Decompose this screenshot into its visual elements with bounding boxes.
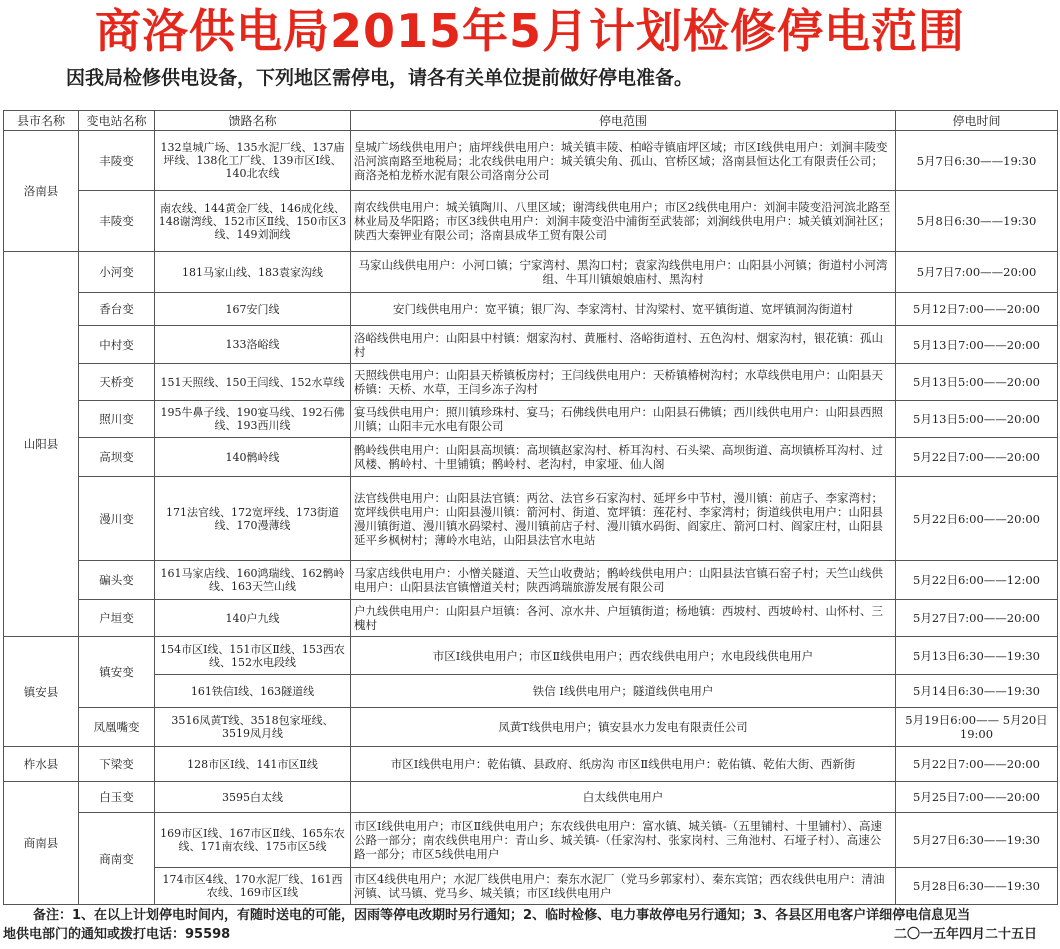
range-cell: 天照线供电用户：山阳县天桥镇板房村；王闫线供电用户：天桥镇椿树沟村；水草线供电用户：山阳县天桥镇：天桥、水草，王闫乡冻子沟村 — [351, 364, 896, 401]
header-county: 县市名称 — [4, 111, 79, 131]
county-cell: 山阳县 — [4, 252, 79, 637]
time-cell: 5月12日7:00——20:00 — [896, 293, 1058, 326]
outage-table — [3, 110, 1058, 905]
substation-cell: 凤凰嘴变 — [79, 708, 155, 747]
range-cell: 凤黄T线供电用户；镇安县水力发电有限责任公司 — [351, 708, 896, 747]
footnote — [3, 906, 1057, 944]
lines-cell: 161铁信Ⅰ线、163隧道线 — [155, 675, 351, 708]
substation-cell: 白玉变 — [79, 782, 155, 813]
time-cell: 5月13日7:00——20:00 — [896, 326, 1058, 364]
range-cell: 安门线供电用户：宽平镇；银厂沟、李家湾村、甘沟梁村、宽平镇街道、宽坪镇洞沟街道村 — [351, 293, 896, 326]
time-cell: 5月27日6:30——19:30 — [896, 813, 1058, 868]
range-cell: 铁信 Ⅰ线供电用户；隧道线供电用户 — [351, 675, 896, 708]
range-cell: 马家店线供电用户：小憎关隧道、天竺山收费站；鹘岭线供电用户：山阳县法官镇石窑子村；天竺山线供电用户：山阳县法官镇憎道关村；陕西鸿瑞旅游发展有限公司 — [351, 561, 896, 600]
time-cell: 5月13日5:00——20:00 — [896, 401, 1058, 438]
table-row — [4, 326, 1058, 364]
lines-cell: 174市区4线、170水泥厂线、161西农线、169市区Ⅰ线 — [155, 868, 351, 905]
table-row — [4, 401, 1058, 438]
footnote-line-2 — [3, 925, 1057, 944]
table-row — [4, 782, 1058, 813]
table-row — [4, 364, 1058, 401]
substation-cell: 丰陵变 — [79, 131, 155, 191]
substation-cell: 中村变 — [79, 326, 155, 364]
table-row — [4, 600, 1058, 637]
time-cell: 5月22日6:00——12:00 — [896, 561, 1058, 600]
range-cell: 市区4线供电用户；水泥厂线供电用户：秦东水泥厂（党马乡郭家村）、秦东宾馆；西农线供电用户：清油河镇、试马镇、党马乡、城关镇；市区Ⅰ线供电用户 — [351, 868, 896, 905]
header-substation: 变电站名称 — [79, 111, 155, 131]
table-row — [4, 438, 1058, 477]
substation-cell: 商南变 — [79, 813, 155, 905]
range-cell: 白太线供电用户 — [351, 782, 896, 813]
substation-cell: 小河变 — [79, 252, 155, 293]
time-cell: 5月8日6:30——19:30 — [896, 191, 1058, 252]
substation-cell: 碥头变 — [79, 561, 155, 600]
county-cell: 镇安县 — [4, 637, 79, 747]
range-cell: 市区Ⅰ线供电用户；市区Ⅱ线供电用户；东农线供电用户：富水镇、城关镇-（五里铺村、十里铺村）、高速公路一部分；南农线供电用户：青山乡、城关镇-（任家沟村、张家岗村、三角池村、石垭子村）、高速公路一部分；市区5线供电用户 — [351, 813, 896, 868]
substation-cell: 香台变 — [79, 293, 155, 326]
table-row — [4, 252, 1058, 293]
lines-cell: 181马家山线、183袁家沟线 — [155, 252, 351, 293]
time-cell: 5月22日7:00——20:00 — [896, 438, 1058, 477]
county-cell: 柞水县 — [4, 747, 79, 782]
lines-cell: 140鹘岭线 — [155, 438, 351, 477]
range-cell: 市区Ⅰ线供电用户；市区Ⅱ线供电用户；西农线供电用户；水电段线供电用户 — [351, 637, 896, 675]
range-cell: 鹘岭线供电用户：山阳县高坝镇：高坝镇赵家沟村、桥耳沟村、石头梁、高坝街道、高坝镇桥耳沟村、过风楼、鹘岭村、十里铺镇；鹘岭村、老沟村，申家垭、仙人阁 — [351, 438, 896, 477]
lines-cell: 151天照线、150王闫线、152水草线 — [155, 364, 351, 401]
lines-cell: 140户九线 — [155, 600, 351, 637]
lines-cell: 3595白太线 — [155, 782, 351, 813]
table-row — [4, 747, 1058, 782]
range-cell: 宴马线供电用户：照川镇珍珠村、宴马；石佛线供电用户：山阳县石佛镇；西川线供电用户：山阳县西照川镇；山阳丰元水电有限公司 — [351, 401, 896, 438]
substation-cell: 照川变 — [79, 401, 155, 438]
lines-cell: 161马家店线、160鸿瑞线、162鹘岭线、163天竺山线 — [155, 561, 351, 600]
range-cell: 南农线供电用户：城关镇陶川、八里区域；谢湾线供电用户；市区2线供电用户：刘涧丰陵变沿河滨北路至林业局及华阳路；市区3线供电用户：刘涧丰陵变沿中浦街至武装部；刘涧线供电用户：城关镇刘涧社区；陕西大秦钾业有限公司；洛南县成华工贸有限公司 — [351, 191, 896, 252]
time-cell: 5月13日6:30——19:30 — [896, 637, 1058, 675]
table-row — [4, 675, 1058, 708]
substation-cell: 天桥变 — [79, 364, 155, 401]
time-cell: 5月22日6:00——20:00 — [896, 477, 1058, 561]
range-cell: 马家山线供电用户：小河口镇；宁家湾村、黑沟口村；袁家沟线供电用户：山阳县小河镇；街道村小河湾组、牛耳川镇娘娘庙村、黑沟村 — [351, 252, 896, 293]
issue-date: 二〇一五年四月二十五日 — [893, 927, 1037, 942]
table-row — [4, 637, 1058, 675]
time-cell: 5月25日7:00——20:00 — [896, 782, 1058, 813]
time-cell: 5月7日6:30——19:30 — [896, 131, 1058, 191]
header-lines: 馈路名称 — [155, 111, 351, 131]
substation-cell: 下梁变 — [79, 747, 155, 782]
range-cell: 户九线供电用户：山阳县户垣镇：各河、凉水井、户垣镇街道；杨地镇：西坡村、西坡岭村、山怀村、三槐村 — [351, 600, 896, 637]
page-title: 商洛供电局2015年5月计划检修停电范围 — [94, 4, 966, 58]
header-time: 停电时间 — [896, 111, 1058, 131]
lines-cell: 133洛峪线 — [155, 326, 351, 364]
lines-cell: 167安门线 — [155, 293, 351, 326]
lines-cell: 3516凤黄T线、3518包家垭线、3519凤月线 — [155, 708, 351, 747]
county-cell: 商南县 — [4, 782, 79, 905]
range-cell: 法官线供电用户：山阳县法官镇：两岔、法官乡石家沟村、延坪乡中节村，漫川镇：前店子、李家湾村；宽坪线供电用户：山阳县漫川镇：箭河村、街道、宽坪镇：莲花村、李家湾村；街道线供电用户：山阳县漫川镇街道、漫川镇水码梁村、漫川镇前店子村、漫川镇水码街、阎家庄、箭河口村、阎家庄村，山阳县延平乡枫树村；薄岭水电站，山阳县法官水电站 — [351, 477, 896, 561]
lines-cell: 171法官线、172宽坪线、173街道线、170漫薄线 — [155, 477, 351, 561]
substation-cell: 漫川变 — [79, 477, 155, 561]
substation-cell: 镇安变 — [79, 637, 155, 708]
lines-cell: 128市区Ⅰ线、141市区Ⅱ线 — [155, 747, 351, 782]
time-cell: 5月19日6:00—— 5月20日19:00 — [896, 708, 1058, 747]
lines-cell: 195牛鼻子线、190宴马线、192石佛线、193西川线 — [155, 401, 351, 438]
table-row — [4, 477, 1058, 561]
table-row — [4, 868, 1058, 905]
table-header-row — [4, 111, 1058, 131]
footnote-line-1: 备注：1、在以上计划停电时间内，有随时送电的可能，因雨等停电改期时另行通知；2、临时检修、电力事故停电另行通知；3、各县区用电客户详细停电信息见当 — [33, 908, 971, 923]
lines-cell: 154市区Ⅰ线、151市区Ⅱ线、153西农线、152水电段线 — [155, 637, 351, 675]
header-range: 停电范围 — [351, 111, 896, 131]
time-cell: 5月14日6:30——19:30 — [896, 675, 1058, 708]
lines-cell: 169市区Ⅰ线、167市区Ⅱ线、165东农线、171南农线、175市区5线 — [155, 813, 351, 868]
time-cell: 5月22日7:00——20:00 — [896, 747, 1058, 782]
page-subtitle: 因我局检修供电设备，下列地区需停电，请各有关单位提前做好停电准备。 — [66, 67, 694, 89]
table-row — [4, 191, 1058, 252]
time-cell: 5月28日6:30——19:30 — [896, 868, 1058, 905]
time-cell: 5月27日7:00——20:00 — [896, 600, 1058, 637]
table-row — [4, 131, 1058, 191]
substation-cell: 丰陵变 — [79, 191, 155, 252]
county-cell: 洛南县 — [4, 131, 79, 252]
lines-cell: 南农线、144黄金厂线、146成化线、148谢湾线、152市区Ⅱ线、150市区3线、149刘涧线 — [155, 191, 351, 252]
range-cell: 洛峪线供电用户：山阳县中村镇：烟家沟村、黄雁村、洛峪街道村、五色沟村、烟家沟村，银花镇：孤山村 — [351, 326, 896, 364]
lines-cell: 132皇城广场、135水泥厂线、137庙坪线、138化工厂线、139市区Ⅰ线、140北农线 — [155, 131, 351, 191]
table-row — [4, 708, 1058, 747]
time-cell: 5月13日5:00——20:00 — [896, 364, 1058, 401]
substation-cell: 高坝变 — [79, 438, 155, 477]
footnote-phone: 地供电部门的通知或拨打电话：95598 — [3, 927, 231, 942]
table-row — [4, 813, 1058, 868]
table-row — [4, 293, 1058, 326]
table-row — [4, 561, 1058, 600]
range-cell: 市区Ⅰ线供电用户：乾佑镇、县政府、纸房沟 市区Ⅱ线供电用户：乾佑镇、乾佑大街、西新街 — [351, 747, 896, 782]
time-cell: 5月7日7:00——20:00 — [896, 252, 1058, 293]
range-cell: 皇城广场线供电用户；庙坪线供电用户：城关镇丰陵、柏峪寺镇庙坪区域；市区Ⅰ线供电用户：刘涧丰陵变沿河滨南路至地税局；北农线供电用户：城关镇尖角、孤山、官桥区域；洛南县恒达化工有限责任公司；商洛尧柏龙桥水泥有限公司洛南分公司 — [351, 131, 896, 191]
substation-cell: 户垣变 — [79, 600, 155, 637]
